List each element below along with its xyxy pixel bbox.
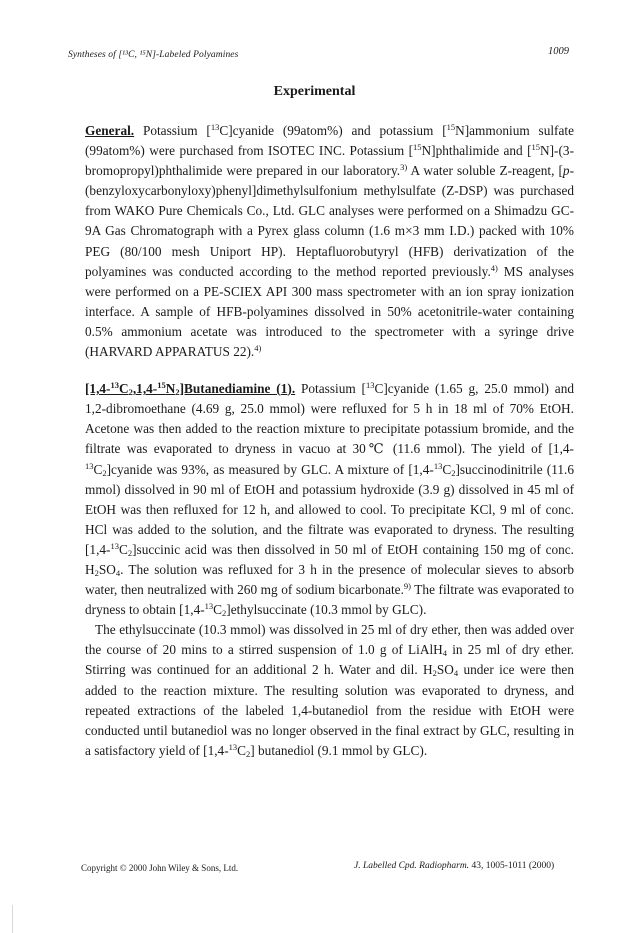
subscript: 2 [128,387,133,398]
superscript: 13 [204,601,214,612]
text-run: C [93,461,103,477]
text-run: N]ammonium sulfate (99atom%) were purchased from ISOTEC INC. Potassium [ [85,123,574,159]
subscript: 2 [94,567,99,578]
text-run: N [165,381,176,397]
subscript: 2 [102,467,107,478]
text-run: C]cyanide (1.65 g, 25.0 mmol) and 1,2-dibromoethane (4.69 g, 25.0 mmol) were refluxed for 5 h in 18 ml of 70% EtOH. Acetone was then added to the reaction mixture to precipitate potassium bromide, and the filtrate was evaporated to dryness in vacuo at 30℃ (11.6 mmol). The yield of [1,4- [85,381,574,457]
subscript: 2 [175,387,180,398]
running-title: Syntheses of [¹³C, ¹⁵N]-Labeled Polyamines [68,50,239,60]
paragraph-spacer [85,362,574,379]
text-run: Potassium [ [134,123,211,138]
page-number: 1009 [548,46,569,57]
subscript: 2 [451,467,456,478]
superscript: 13 [433,460,443,471]
text-run: MS analyses were performed on a PE-SCIEX API 300 mass spectrometer with an ion spray ionization interface. A sample of HFB-polyamines dissolved in 50% acetonitrile-water containing 0.5% ammonium acetate was introduced to the spectrometer with a syringe drive (HARVARD APPARATUS 22). [85,263,574,360]
subscript: 4 [115,567,121,578]
text-run: A water soluble Z-reagent, [ [407,163,563,179]
text-run: ] butanediol (9.1 mmol by GLC). [250,742,428,758]
subscript: 2 [222,608,227,619]
copyright-notice: Copyright © 2000 John Wiley & Sons, Ltd. [81,863,239,873]
text-run: in 25 ml of dry ether. Stirring was continued for an additional 2 h. Water and dil. H [85,642,574,678]
text-run: ]ethylsuccinate (10.3 mmol by GLC). [226,602,427,618]
text-run: The ethylsuccinate (10.3 mmol) was dissolved in 25 ml of dry ether, then was added over the course of 20 mins to a stirred suspension of 1.0 g of LiAlH [85,622,574,658]
superscript: 15 [157,380,166,391]
text-run: N]phthalimide and [ [421,143,532,159]
text-run: ]Butanediamine ( [179,381,281,397]
text-run: [1,4- [85,381,111,397]
citation-ref: 4) [254,343,262,354]
text-run: under ice were then added to the reaction mixture. The resulting solution was evaporated to dryness, and repeated extractions of the labeled 1,4-butanediol from the residue with EtOH were conducted until butanediol was no longer observed in the final extract by GLC, resulting in a satisfactory yield of [1,4- [85,662,574,758]
text-run: SO [98,561,116,577]
italic-run: p [562,163,570,179]
article-body [85,121,574,761]
volume-pages: 43, 1005-1011 (2000) [469,861,555,871]
superscript: 13 [85,460,94,471]
text-run: ,1,4- [132,381,158,397]
compound-number: 1 [280,381,288,397]
section-title: Experimental [273,84,356,99]
run-in-heading-general: General. [85,123,135,138]
citation-ref: 9) [403,581,411,592]
text-run: C [213,602,223,618]
superscript: 13 [228,741,238,752]
scan-margin-mark [12,905,13,933]
text-run: C]cyanide (99atom%) and potassium [ [219,123,447,138]
paragraph-butanediamine [85,379,574,620]
run-in-heading-butanediamine [85,381,295,396]
text-run: SO [436,662,454,678]
text-run: The filtrate was evaporated to dryness to obtain [1,4- [85,582,574,618]
citation-ref: 4) [490,262,498,273]
superscript: 13 [365,380,375,391]
subscript: 2 [432,668,437,679]
text-run: ]cyanide was 93%, as measured by GLC. A mixture of [1,4- [106,461,434,477]
superscript: 13 [110,540,119,551]
text-run: ]succinodinitrile (11.6 mmol) dissolved in 90 ml of EtOH and potassium hydroxide (3.9 g) dissolved in 45 ml of EtOH was then refluxed for 12 h, and allowed to cool. To precipitate KCl, 9 ml of conc. HCl was added to the solution, and the filtrate was evaporated to dryness. The resulting [1,4- [85,461,574,557]
text-run: ). [287,381,296,397]
text-run: C [237,742,247,758]
subscript: 4 [453,668,459,679]
text-run: Potassium [ [295,381,366,397]
text-run: C [442,461,452,477]
journal-name: J. Labelled Cpd. Radiopharm. [354,861,470,871]
superscript: 13 [110,380,119,391]
text-run: . The solution was refluxed for 3 h in the presence of molecular sieves to absorb water, then neutralized with 260 mg of sodium bicarbonate. [85,561,574,598]
text-run: ]succinic acid was then dissolved in 50 ml of EtOH containing 150 mg of conc. H [85,541,574,577]
superscript: 15 [413,142,422,153]
text-run: C [118,541,128,557]
text-run: -(benzyloxycarbonyloxy)phenyl]dimethylsulfonium methylsulfate (Z-DSP) was purchased from WAKO Pure Chemicals Co., Ltd. GLC analyses were performed on a Shimadzu GC-9A Gas Chromatograph with a Pyrex glass column (1.6 m×3 mm I.D.) packed with 10% PEG (80/100 mesh Uniport HP). Heptafluorobutyryl (HFB) derivatization of the polyamines was conducted according to the method reported previously. [85,163,575,279]
subscript: 2 [246,748,251,759]
subscript: 2 [127,547,133,558]
text-run: N]-(3-bromopropyl)phthalimide were prepared in our laboratory. [85,143,574,179]
citation-ref: 3) [400,162,408,173]
text-run: C [118,381,129,397]
paragraph-general [85,121,574,362]
paragraph-ethylsuccinate [85,620,574,761]
superscript: 15 [446,122,456,132]
superscript: 15 [531,142,541,153]
subscript: 4 [442,648,448,659]
superscript: 13 [210,122,220,132]
journal-citation [354,861,554,871]
